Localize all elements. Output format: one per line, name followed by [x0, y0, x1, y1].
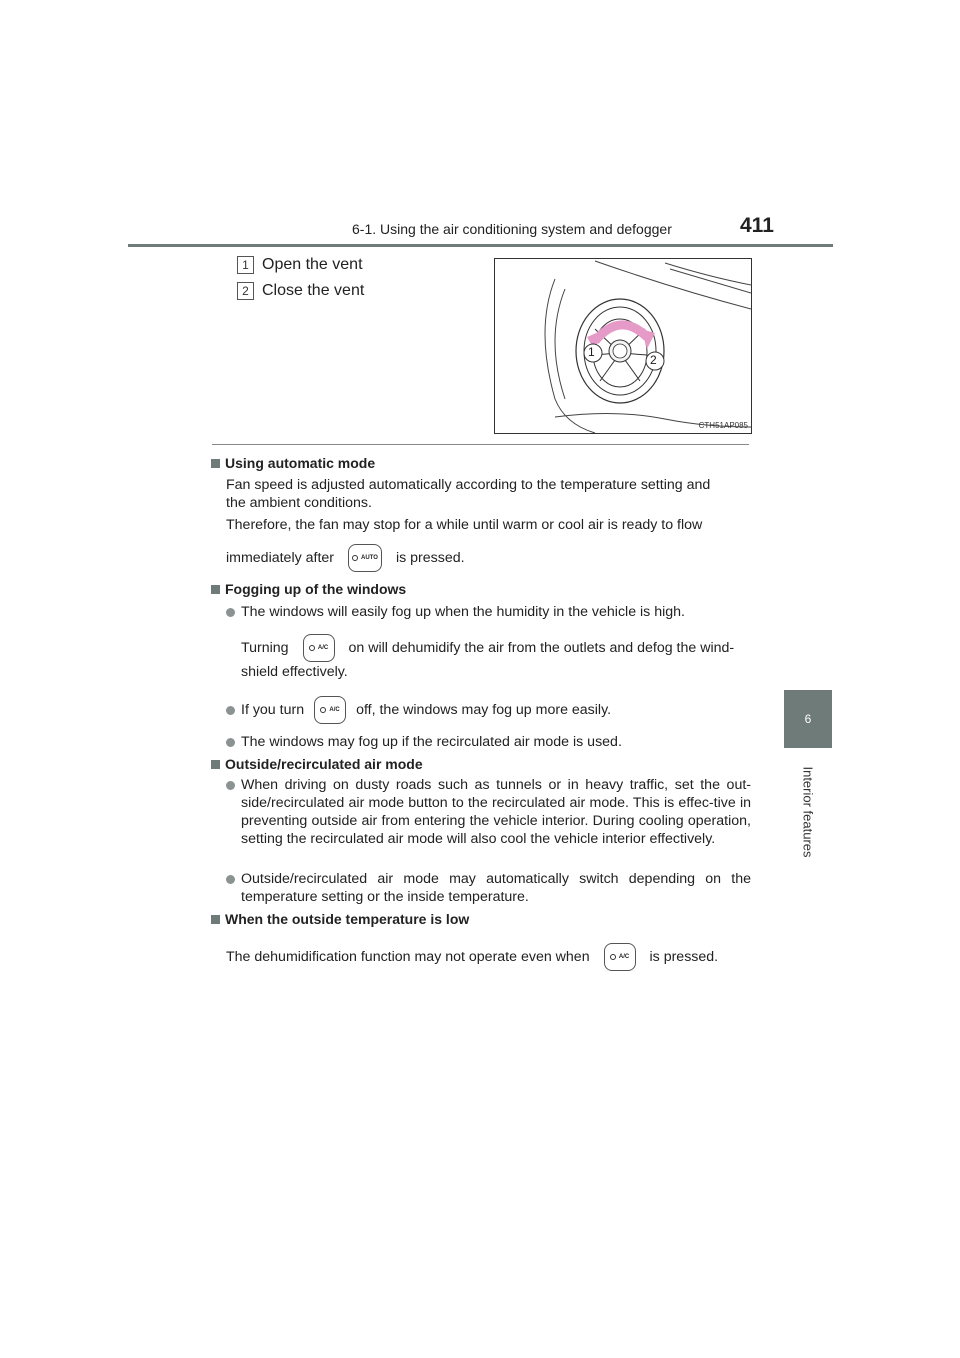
heading-marker — [211, 915, 220, 924]
bullet-dot — [226, 875, 235, 884]
text-fragment: immediately after — [226, 549, 335, 566]
heading-low-temperature — [212, 911, 469, 927]
callout-2 — [237, 282, 364, 300]
bullet-dot — [226, 608, 235, 617]
callout-number: 1 — [237, 256, 254, 274]
button-label: A/C — [317, 645, 329, 651]
vent-illustration — [494, 258, 752, 434]
figure-label-1: 1 — [588, 345, 595, 359]
text-fragment: on will dehumidify the air from the outlets and defog the wind- — [348, 639, 735, 656]
text-line: Fan speed is adjusted automatically according to the temperature setting and — [226, 477, 711, 493]
cold-para — [226, 943, 718, 971]
fog-bullet-2 — [226, 701, 611, 724]
text-line: the ambient conditions. — [226, 495, 372, 511]
text-fragment: The dehumidification function may not operate even when — [226, 948, 590, 965]
bullet-dot — [226, 738, 235, 747]
ac-button-icon — [314, 696, 346, 724]
chapter-tab-number: 6 — [784, 690, 832, 748]
text-fragment: off, the windows may fog up more easily. — [356, 702, 612, 718]
heading-automatic-mode — [212, 455, 375, 471]
heading-text: When the outside temperature is low — [225, 911, 470, 927]
chapter-tab-label — [784, 748, 832, 876]
callout-text: Open the vent — [262, 256, 363, 273]
section-divider — [212, 444, 749, 445]
callout-1 — [237, 256, 363, 274]
text-fragment: is pressed. — [649, 948, 719, 965]
chapter-label-text: Interior features — [800, 766, 816, 858]
auto-para-2: Therefore, the fan may stop for a while until warm or cool air is ready to flow — [226, 517, 703, 533]
fog-bullet-3 — [226, 733, 622, 751]
heading-text: Fogging up of the windows — [225, 581, 407, 597]
figure-label-2: 2 — [650, 353, 657, 367]
header-rule — [128, 244, 833, 247]
heading-text: Outside/recirculated air mode — [225, 756, 423, 772]
bullet-dot — [226, 706, 235, 715]
button-label: AUTO — [361, 555, 378, 561]
text-block: When driving on dusty roads such as tunnels or in heavy traffic, set the out-side/recirculated air mode button to the recirculated air mode. This is effec-tive in preventing outside air from entering the vehicle interior. During cooling operation, setting the recirculated air mode will also cool the vehicle interior effectively. — [241, 777, 751, 847]
auto-para-2-line2 — [226, 544, 465, 572]
heading-recirculated — [212, 756, 423, 772]
callout-number: 2 — [237, 282, 254, 300]
ac-button-icon — [303, 634, 335, 662]
text-fragment: If you turn — [241, 702, 305, 718]
fog-bullet-1-line2 — [241, 634, 734, 662]
recirc-bullet-2 — [226, 870, 751, 906]
text-line: The windows will easily fog up when the humidity in the vehicle is high. — [241, 604, 685, 620]
fog-bullet-1-line3: shield effectively. — [241, 664, 348, 680]
button-label: A/C — [618, 954, 630, 960]
page-number: 411 — [740, 214, 774, 237]
recirc-bullet-1 — [226, 776, 751, 848]
text-fragment: is pressed. — [395, 549, 465, 566]
heading-text: Using automatic mode — [225, 455, 376, 471]
text-fragment: Turning — [241, 639, 289, 656]
fog-bullet-1 — [226, 603, 751, 621]
heading-marker — [211, 459, 220, 468]
vent-drawing — [495, 259, 751, 433]
bullet-dot — [226, 781, 235, 790]
button-label: A/C — [329, 707, 340, 713]
figure-code: CTH51AP085 — [698, 421, 748, 430]
callout-text: Close the vent — [262, 282, 365, 299]
heading-marker — [211, 760, 220, 769]
heading-fogging — [212, 581, 406, 597]
heading-marker — [211, 585, 220, 594]
ac-button-icon — [604, 943, 636, 971]
auto-para-1 — [226, 476, 750, 512]
running-header: 6-1. Using the air conditioning system and defogger — [352, 221, 672, 237]
text-block: Outside/recirculated air mode may automatically switch depending on the temperature setting or the inside temperature. — [241, 871, 751, 905]
text-line: The windows may fog up if the recirculated air mode is used. — [241, 734, 622, 750]
auto-button-icon — [348, 544, 382, 572]
